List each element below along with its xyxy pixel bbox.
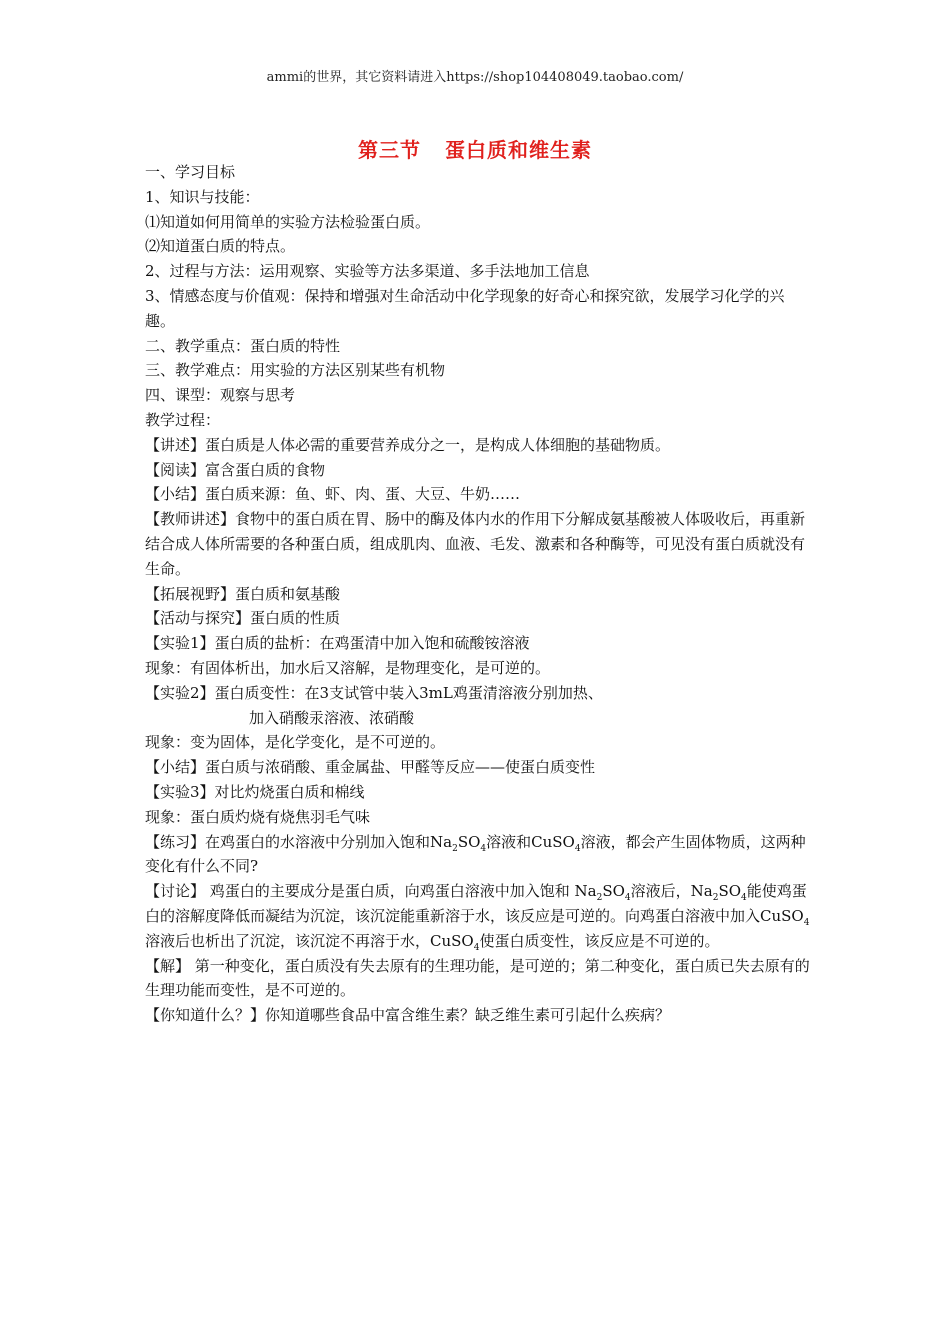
- line-phenomenon-1: 现象：有固体析出，加水后又溶解，是物理变化，是可逆的。: [145, 658, 551, 677]
- paragraph-answer: 【解】 第一种变化，蛋白质没有失去原有的生理功能，是可逆的；第二种变化，蛋白质已失去原有的生理功能而变性，是不可逆的。: [145, 956, 810, 1000]
- line-goal-2: ⑵知道蛋白质的特点。: [145, 237, 296, 256]
- line-key-point: 二、教学重点：蛋白质的特性: [145, 336, 341, 355]
- line-process-methods: 2、过程与方法：运用观察、实验等方法多渠道、多手法地加工信息: [145, 262, 590, 281]
- line-goal-1: ⑴知道如何用简单的实验方法检验蛋白质。: [145, 212, 431, 231]
- document-body: [145, 160, 813, 1028]
- line-reading: 【阅读】富含蛋白质的食物: [145, 460, 326, 479]
- line-phenomenon-2: 现象：变为固体，是化学变化，是不可逆的。: [145, 733, 446, 752]
- title-section: 第三节: [358, 138, 421, 162]
- page-title: [0, 134, 950, 163]
- line-experiment-3: 【实验3】对比灼烧蛋白质和棉线: [145, 782, 365, 801]
- line-teaching-process: 教学过程：: [145, 410, 221, 429]
- line-summary-sources: 【小结】蛋白质来源：鱼、虾、肉、蛋、大豆、牛奶……: [145, 485, 521, 504]
- paragraph-discussion: 【讨论】 鸡蛋白的主要成分是蛋白质，向鸡蛋白溶液中加入饱和 $Na_2SO_4$溶液后，$Na_2SO_4$能使鸡蛋白的溶解度降低而凝结为沉淀，该沉淀能重新溶于水，该反应是可逆的。向鸡蛋白溶液中加入CuSO$_4$溶液后也析出了沉淀，该沉淀不再溶于水，CuSO$_4$使蛋白质变性，该反应是不可逆的。: [145, 882, 810, 953]
- line-teacher-lecture: 【教师讲述】食物中的蛋白质在胃、肠中的酶及体内水的作用下分解成氨基酸被人体吸收后，再重新结合成人体所需要的各种蛋白质，组成肌肉、血液、毛发、激素和各种酶等，可见没有蛋白质就没有生命。: [145, 510, 806, 578]
- paragraph-practice: 【练习】在鸡蛋白的水溶液中分别加入饱和$Na_2SO_4$溶液和CuSO$_4$溶液，都会产生固体物质，这两种变化有什么不同?: [145, 832, 806, 876]
- line-do-you-know: 【你知道什么？】你知道哪些食品中富含维生素？缺乏维生素可引起什么疾病？: [145, 1006, 671, 1025]
- title-topic: 蛋白质和维生素: [445, 138, 592, 162]
- line-summary-denature: 【小结】蛋白质与浓硝酸、重金属盐、甲醛等反应——使蛋白质变性: [145, 758, 596, 777]
- line-difficulty: 三、教学难点：用实验的方法区别某些有机物: [145, 361, 446, 380]
- line-experiment-2-cont: 加入硝酸汞溶液、浓硝酸: [249, 708, 415, 727]
- line-phenomenon-3: 现象：蛋白质灼烧有烧焦羽毛气味: [145, 807, 371, 826]
- line-attitude-values: 3、情感态度与价值观：保持和增强对生命活动中化学现象的好奇心和探究欲，发展学习化学的兴趣。: [145, 286, 785, 330]
- line-lesson-type: 四、课型：观察与思考: [145, 386, 296, 405]
- line-learning-goals: 一、学习目标: [145, 163, 236, 181]
- line-experiment-1: 【实验1】蛋白质的盐析：在鸡蛋清中加入饱和硫酸铵溶液: [145, 634, 530, 653]
- line-knowledge-skills: 1、知识与技能：: [145, 187, 260, 206]
- page-header: ammi的世界，其它资料请进入https://shop104408049.taobao.com/: [266, 70, 684, 85]
- line-activity: 【活动与探究】蛋白质的性质: [145, 609, 341, 628]
- line-experiment-2: 【实验2】蛋白质变性：在3支试管中装入3mL鸡蛋清溶液分别加热、: [145, 683, 603, 702]
- line-extended-view: 【拓展视野】蛋白质和氨基酸: [145, 584, 341, 603]
- line-lecture: 【讲述】蛋白质是人体必需的重要营养成分之一，是构成人体细胞的基础物质。: [145, 435, 671, 454]
